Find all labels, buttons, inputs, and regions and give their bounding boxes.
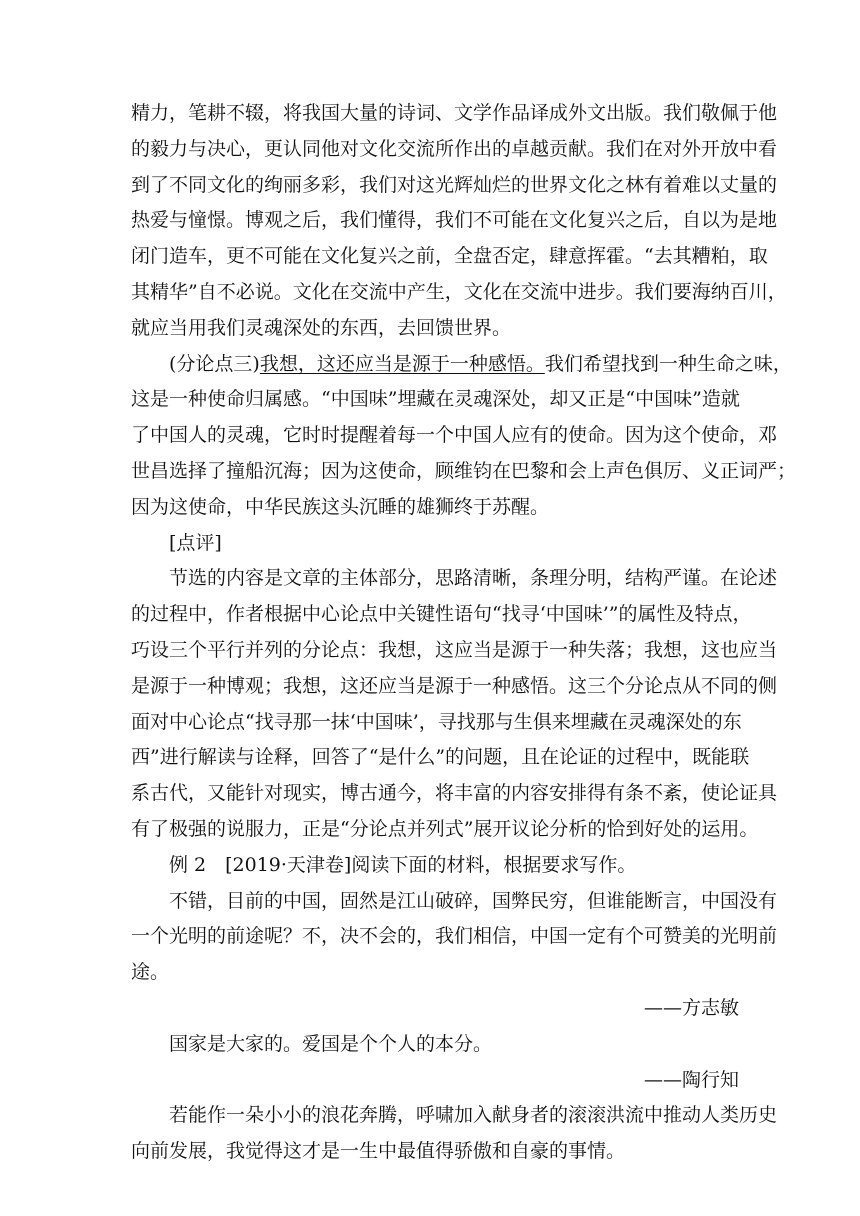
- quote-tao-xingzhi: [131, 1027, 739, 1099]
- text-line: 精力，笔耕不辍，将我国大量的诗词、文学作品译成外文出版。我们敬佩于他: [131, 102, 778, 124]
- document-page: [131, 96, 797, 1170]
- text-line: 途。: [131, 961, 170, 984]
- text-line: 向前发展，我觉得这才是一生中最值得骄傲和自豪的事情。: [131, 1140, 626, 1163]
- text-line: 闭门造车，更不可能在文化复兴之前，全盘否定，肆意挥霍。“去其糟粕，取: [131, 245, 768, 268]
- quote-fang-zhimin: [131, 884, 778, 1027]
- paragraph-comment: [131, 561, 778, 847]
- text-line: 是源于一种博观；我想，这还应当是源于一种感悟。这三个分论点从不同的侧: [131, 674, 778, 697]
- text-line: 一个光明的前途呢？不，决不会的，我们相信，中国一定有个可赞美的光明前: [131, 925, 778, 948]
- text-line: 的过程中，作者根据中心论点中关键性语句“找寻‘中国味’”的属性及特点，: [131, 603, 752, 626]
- paragraph-culture-exchange: [131, 96, 787, 347]
- quote-attribution: ——陶行知: [643, 1068, 739, 1091]
- text-span: 我们希望找到一种生命之味，: [544, 352, 792, 375]
- text-line: 西”进行解读与诠释，回答了“是什么”的问题，且在论证的过程中，既能联: [131, 746, 750, 769]
- text-line: 节选的内容是文章的主体部分，思路清晰，条理分明，结构严谨。在论述: [169, 567, 778, 590]
- text-line: 因为这使命，中华民族这头沉睡的雄狮终于苏醒。: [131, 495, 550, 518]
- sub-argument-label: (分论点三): [169, 352, 260, 375]
- comment-heading: [点评]: [169, 531, 222, 554]
- paragraph-sub-argument-three: [131, 347, 797, 526]
- text-line: 就应当用我们灵魂深处的东西，去回馈世界。: [131, 316, 512, 339]
- text-line: 这是一种使命归属感。“中国味”埋藏在灵魂深处，却又正是“中国味”造就: [131, 388, 740, 411]
- quote-third: [131, 1098, 778, 1170]
- example-heading: 例 2 [2019·天津卷]阅读下面的材料，根据要求写作。: [169, 853, 637, 876]
- text-line: 若能作一朵小小的浪花奔腾，呼啸加入献身者的滚滚洪流中推动人类历史: [169, 1104, 778, 1127]
- text-line: 系古代，又能针对现实，博古通今，将丰富的内容安排得有条不紊，使论证具: [131, 782, 778, 805]
- quote-attribution: ——方志敏: [643, 996, 739, 1019]
- text-line: 巧设三个平行并列的分论点：我想，这应当是源于一种失落；我想，这也应当: [131, 638, 778, 661]
- text-line: [131, 347, 792, 383]
- text-line: 的毅力与决心，更认同他对文化交流所作出的卓越贡献。我们在对外开放中看: [131, 137, 778, 160]
- text-line: 国家是大家的。爱国是个个人的本分。: [169, 1032, 493, 1055]
- text-line: 世昌选择了撞船沉海；因为这使命，顾维钧在巴黎和会上声色俱厉、义正词严；: [131, 459, 797, 482]
- text-line: 不错，目前的中国，固然是江山破碎，国弊民穷，但谁能断言，中国没有: [169, 889, 778, 912]
- text-line: 面对中心论点“找寻那一抹‘中国味’，寻找那与生俱来埋藏在灵魂深处的东: [131, 710, 742, 733]
- underlined-sub-argument: 我想，这还应当是源于一种感悟。: [259, 352, 545, 375]
- text-line: 有了极强的说服力，正是“分论点并列式”展开议论分析的恰到好处的运用。: [131, 817, 759, 840]
- text-line: 热爱与憧憬。博观之后，我们懂得，我们不可能在文化复兴之后，自以为是地: [131, 209, 778, 232]
- text-line: 了中国人的灵魂，它时时提醒着每一个中国人应有的使命。因为这个使命，邓: [131, 424, 778, 447]
- text-line: 到了不同文化的绚丽多彩，我们对这光辉灿烂的世界文化之林有着难以丈量的: [131, 173, 778, 196]
- text-line: 其精华”自不必说。文化在交流中产生，文化在交流中进步。我们要海纳百川，: [131, 280, 787, 303]
